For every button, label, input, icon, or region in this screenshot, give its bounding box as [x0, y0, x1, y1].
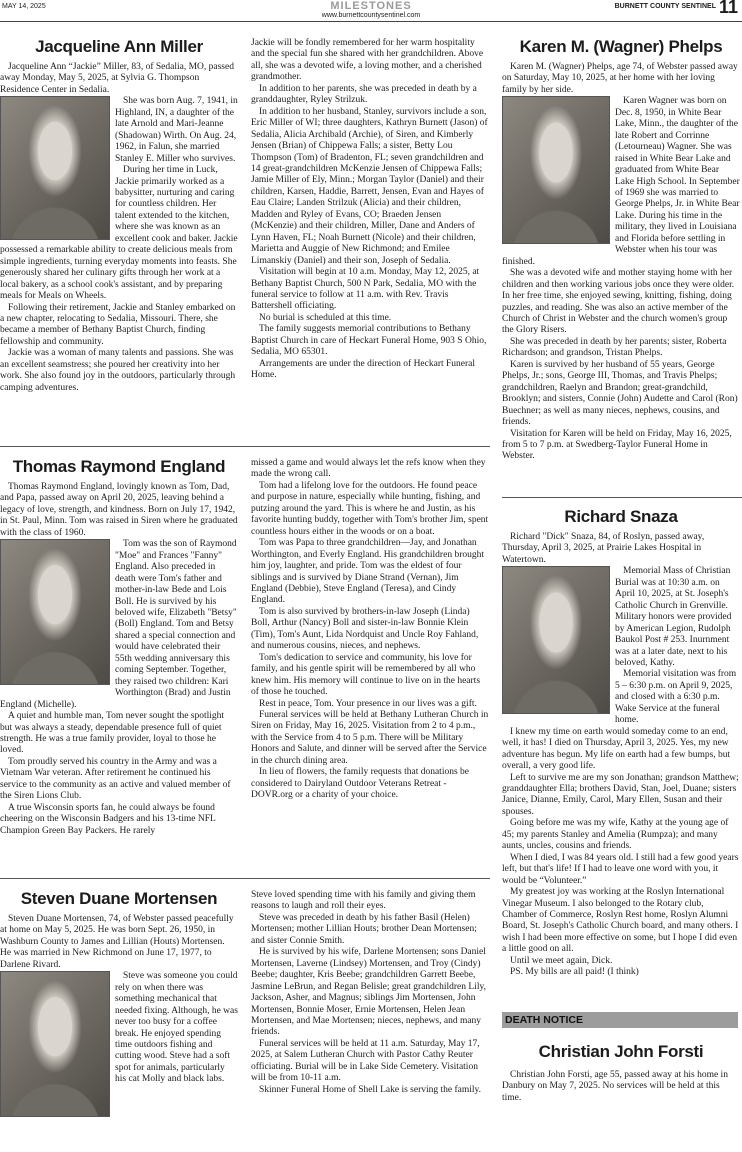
paragraph: Visitation will begin at 10 a.m. Monday, May 12, 2025, at Bethany Baptist Church, 500 N Park, Sedalia, MO with the funeral service to follow at 11 a.m. with Rev. Travis Battershell officiating. [251, 267, 480, 312]
paragraph: Left to survive me are my son Jonathan; grandson Matthew; granddaughter Ella; brothers David, Stan, Joel, Duane; sisters Janice, Dianne, Emily, Carol, Mary Ellen, Susan and their spouses. [502, 772, 739, 817]
paragraph: Thomas Raymond England, lovingly known as Tom, Dad, and Papa, passed away on April 20, 2025, leaving behind a legacy of love, strength, and kindness. Born on July 17, 1942, in St. Paul, Minn. Tom was raised in Siren where he graduated with the class of 1960. [0, 482, 238, 538]
divider [502, 497, 742, 498]
paragraph: Funeral services will be held at 11 a.m. Saturday, May 17, 2025, at Salem Lutheran Church with Pastor Cathy Reuter officiating. Burial will be in Lake Side Cemetery. Visitation will be from 10-11 a.m. [251, 1038, 480, 1084]
paragraph: missed a game and would always let the refs know when they made the wrong call. [251, 458, 486, 480]
section-name: MILESTONES [330, 0, 412, 12]
paragraph: I knew my time on earth would someday come to an end, well, it has! I died on Thursday, April 3, 2025. Yes, my new adventure has begun. My life on earth had a few bumps, but overall, a very good life. [502, 726, 731, 772]
paragraph: Arrangements are under the direction of Heckart Funeral Home. [251, 358, 476, 381]
photo-thomas [0, 539, 110, 685]
obit-jacqueline-col2 [251, 38, 489, 444]
paragraph: Karen M. (Wagner) Phelps, age 74, of Webster passed away on Saturday, May 10, 2025, at her home with her loving family by her side. [502, 62, 738, 95]
paragraph: Jackie will be fondly remembered for her warm hospitality and the special fun she shared with her grandchildren. Above all, she was a devoted wife, a loving mother, and a cherished grandmother. [251, 38, 484, 83]
paragraph: She was preceded in death by her parents; sister, Roberta Richardson; and grandson, Tristan Phelps. [502, 336, 727, 359]
paragraph: Rest in peace, Tom. Your presence in our lives was a gift. [259, 698, 477, 709]
death-notice-banner: DEATH NOTICE [502, 1012, 738, 1028]
paragraph: No burial is scheduled at this time. [259, 312, 392, 323]
paragraph: A true Wisconsin sports fan, he could always be found cheering on the Wisconsin Badgers and his 13-time NFL Champion Green Bay Packers. He rarely [0, 802, 216, 836]
page-header [0, 0, 742, 22]
paragraph: Tom was the son of Raymond "Moe" and Frances "Fanny" England. Also preceded in death were Tom's father and mother-in-law Bede and Lois Boll. He is survived by his beloved wife, Elizabeth "Betsy" (Boll) England. Tom and Betsy shared a special connection and would have celebrated their 55th wedding anniversary this coming September. Together, they raised two children: Kari Worthington (Brad) and Justin England (Michelle). [0, 539, 237, 710]
obit-title-richard: Richard Snaza [564, 507, 678, 526]
paragraph: During her time in Luck, Jackie primarily worked as a babysitter, nurturing and caring for countless children. Her talent extended to the kitchen, where she was known as an excellent cook and baker. Jackie possessed a remarkable ability to create delicious meals from simple ingredients, turning everyday moments into feasts. She generously shared her culinary gifts through her work at a local bakery, as a school cook's assistant, and by preparing meals for Meals on Wheels. [0, 165, 238, 302]
obit-jacqueline-col1 [0, 62, 238, 444]
paragraph: Tom proudly served his country in the Army and was a Vietnam War veteran. After retirement he continued his service to the community as an active and valued member of the Siren Lions Club. [0, 756, 231, 802]
paragraph: A quiet and humble man, Tom never sought the spotlight but was always a steady, dependable presence full of quiet strength. He was a true family provider, loyal to those he loved. [0, 711, 225, 756]
paragraph: Skinner Funeral Home of Shell Lake is serving the family. [259, 1084, 482, 1095]
obit-title-steven: Steven Duane Mortensen [20, 889, 218, 908]
paragraph: She was a devoted wife and mother staying home with her children and then working various jobs once they were older. In her free time, she enjoyed sewing, knitting, fishing, doing puzzles, and reading. She was also an active member of the Church of Christ in Webster and the church women's group the Glory Risers. [502, 268, 735, 336]
obit-title-christian: Christian John Forsti [538, 1042, 704, 1061]
paragraph: In addition to her parents, she was preceded in death by a granddaughter, Ryley Strilzuk. [251, 83, 477, 106]
obit-richard-col [502, 532, 740, 1006]
photo-karen [502, 96, 610, 244]
paragraph: Going before me was my wife, Kathy at the young age of 45; my parents Stanley and Amelia (Rumpza); and many aunts, uncles, cousins and friends. [502, 818, 729, 852]
paragraph: Memorial Mass of Christian Burial was at 10:30 a.m. on April 10, 2025, at St. Joseph's Catholic Church in Grenville. Military honors were provided by American Legion, Rudolph Baukol Post # 253. Inurnment was at a later date, next to his beloved, Kathy. [615, 566, 732, 668]
paragraph: Karen Wagner was born on Dec. 8, 1950, in White Bear Lake, Minn., the daughter of the late Robert and Corrinne (Letourneau) Wagner. She was raised in White Bear Lake and graduated from White Bear Lake High School. In September of 1969 she was married to George Phelps, Jr. in White Bear Lake. During his time in the military, they lived in Louisiana and Florida before settling in Webster when his tour was finished. [502, 96, 740, 267]
obit-steven-col1 [0, 914, 238, 1146]
obit-steven-col2 [251, 890, 489, 1146]
paragraph: Until we meet again, Dick. [510, 955, 613, 966]
paragraph: My greatest joy was working at the Roslyn International Vinegar Museum. I also belonged to the Rotary club, Chamber of Commerce, Roslyn Rest home, Roslyn Alumni Board, St. Joseph's Catholic Church board, and many others. I wish I had been more effective on some, but I hope I did even a little good on all. [502, 887, 739, 955]
obit-thomas-col1 [0, 482, 238, 866]
paragraph: Tom is also survived by brothers-in-law Joseph (Linda) Boll, Arthur (Nancy) Boll and sister-in-law Bonnie Klein (Tim), Tom's Aunt, Lida Nordquist and Uncle Roy Fahland, and numerous cousins, nieces, and nephews. [251, 606, 479, 652]
page-number: 11 [718, 0, 738, 17]
paragraph: In lieu of flowers, the family requests that donations be considered to Dairyland Outdoor Veterans Retreat - DOVR.org or a charity of your choice. [251, 767, 470, 801]
divider [0, 878, 490, 879]
paragraph: Tom's dedication to service and community, his love for family, and his gentle spirit will be remembered by all who knew him. His memory will continue to live on in the hearts of those he touched. [251, 652, 481, 698]
paragraph: PS. My bills are all paid! (I think) [510, 967, 639, 978]
paragraph: He is survived by his wife, Darlene Mortensen; sons Daniel Mortensen, Laverne (Lindsey) Mortensen, and Troy (Cindy) Beebe; daughter, Kris Beebe; grandchildren Garrett Beebe, Jasmine LeBrun, and Regan Belisle; great grandchildren Lily, Jackson, Asher, and Magnus; siblings Jim Mortensen, John Mortensen, Bonnie Moser, Ernie Mortensen, Helen Jean Mortensen, and Mae Mortensen; nieces, nephews, and many friends. [251, 947, 486, 1038]
issue-date: MAY 14, 2025 [2, 3, 46, 10]
photo-richard [502, 566, 610, 714]
paragraph: Tom was Papa to three grandchildren—Jay, and Jonathan Worthington, and Everly England. His grandchildren brought him joy, laughter, and pride. Tom was the eldest of four siblings and is survived by Diane Strand (Vernan), Jim England (Debbie), Steve England (Teresa), and Cindy England. [251, 538, 484, 606]
paragraph: Jacqueline Ann “Jackie” Miller, 83, of Sedalia, MO, passed away Monday, May 5, 2025, at Sylvia G. Thompson Residence Center in Sedalia. [0, 62, 234, 95]
paragraph: The family suggests memorial contributions to Bethany Baptist Church in care of Heckart Funeral Home, 903 S Ohio, Sedalia, MO 65301. [251, 324, 487, 358]
paragraph: Steve was preceded in death by his father Basil (Helen) Mortensen; mother Lillian Houts; brother Dean Mortensen; and sister Connie Smith. [251, 912, 477, 946]
obit-title-jacqueline: Jacqueline Ann Miller [35, 37, 203, 56]
paragraph: Memorial visitation was from 5 – 6:30 p.m. on April 9, 2025, and closed with a 6:30 p.m. Wake Service at the funeral home. [615, 669, 737, 726]
paragraph: When I died, I was 84 years old. I still had a few good years left, but that's life! If I had to leave one word with you, it would be “Volunteer.” [502, 852, 739, 886]
paragraph: Tom had a lifelong love for the outdoors. He found peace and purpose in nature, especially while hunting, fishing, and putzing around the yard. This is where he and Justin, as his favorite hunting buddy, together with Tom's brother Jim, spent countless hours either in the woods or on a boat. [251, 480, 489, 537]
paragraph: Jackie was a woman of many talents and passions. She was an excellent seamstress; she poured her creativity into her work. She also found joy in the outdoors, particularly through camping adventures. [0, 348, 236, 393]
paragraph: Christian John Forsti, age 55, passed away at his home in Danbury on May 7, 2025. No services will be held at this time. [502, 1070, 728, 1103]
paragraph: Steven Duane Mortensen, 74, of Webster passed peacefully at home on May 5, 2025. He was born Sept. 26, 1950, in Washburn County to James and Lillian (Houts) Mortensen. He was married in New Richmond on June 17, 1977, to Darlene Rivard. [0, 914, 234, 970]
website-url: www.burnettcountysentinel.com [321, 12, 421, 19]
obit-thomas-col2 [251, 458, 489, 866]
paragraph: Funeral services will be held at Bethany Lutheran Church in Siren on Friday, May 16, 2025. Visitation from 2 to 4 p.m., with the Service from 4 to 5 p.m. There will be Military Honors and Salute, and dinner will be served after the Service in the church dining area. [251, 709, 489, 766]
paragraph: In addition to her husband, Stanley, survivors include a son, Eric Miller of WI; three daughters, Kathryn Burnett (Jason) of Sedalia, Alicia Archibald (Archie), of Siren, and Kimberly Jensen (Brian) of Chippewa Falls; a sister, Betty Lou Thompson (Tom) of Bradenton, FL; seven grandchildren and 14 great-grandchildren McKenzie Jensen of Chippewa Falls; Jamie Miller of Ely, Minn.; Morgan Taylor (Daniel) and their children, Karsen, Haddie, Barrett, Jensen, Evan and Hayes of Eau Claire; Landen Strilzuk (Alicia) and their children, Madden and Ryley of Evans, CO; Braeden Jensen (McKenzie) and their children, Miller, Dane and Anders of Lynn Haven, FL; Noah Burnett (Nicole) and their children, Marietta and Auggie of New Richmond; and Emilee Limanskiy (Daniel) and their son, Joseph of Sedalia. [251, 106, 488, 266]
paragraph: She was born Aug. 7, 1941, in Highland, IN, a daughter of the late Arnold and Mari-Jeanne (Shadowan) Wirth. On Aug. 24, 1962, in Falun, she married Stanley E. Miller who survives. [115, 96, 238, 164]
obit-christian-col [502, 1070, 740, 1110]
paragraph: Visitation for Karen will be held on Friday, May 16, 2025, from 5 to 7 p.m. at Swedberg-Taylor Funeral Home in Webster. [502, 428, 732, 462]
paragraph: Following their retirement, Jackie and Stanley embarked on a new chapter, relocating to Sedalia, Missouri. There, she became a member of Bethany Baptist Church, finding fellowship and community. [0, 302, 236, 347]
obit-title-thomas: Thomas Raymond England [12, 457, 226, 476]
photo-steven [0, 971, 110, 1117]
paragraph: Steve was someone you could rely on when there was something mechanical that needed fixing. Although, he was never too busy for a coffee break. He enjoyed spending time outdoors fishing and cutting wood. Steve had a soft spot for animals, particularly his cat Molly and black labs. [115, 971, 238, 1085]
paragraph: Richard "Dick" Snaza, 84, of Roslyn, passed away, Thursday, April 3, 2025, at Prairie Lakes Hospital in Watertown. [502, 532, 705, 565]
obit-karen-col [502, 62, 740, 496]
obit-title-karen: Karen M. (Wagner) Phelps [519, 37, 723, 56]
paragraph: Karen is survived by her husband of 55 years, George Phelps, Jr.; sons, George III, Thomas, and Travis Phelps; grandchildren, Raelyn and Brandon; great-grandchild, Brooklyn; and sisters, Connie (John) Audette and Carol (Ron) Buechner; as well as many nieces, nephews, cousins, and friends. [502, 359, 738, 428]
photo-jacqueline [0, 96, 110, 240]
paper-name: BURNETT COUNTY SENTINEL [614, 3, 716, 10]
divider [0, 446, 490, 447]
paragraph: Steve loved spending time with his family and giving them reasons to laugh and roll their eyes. [251, 890, 476, 912]
